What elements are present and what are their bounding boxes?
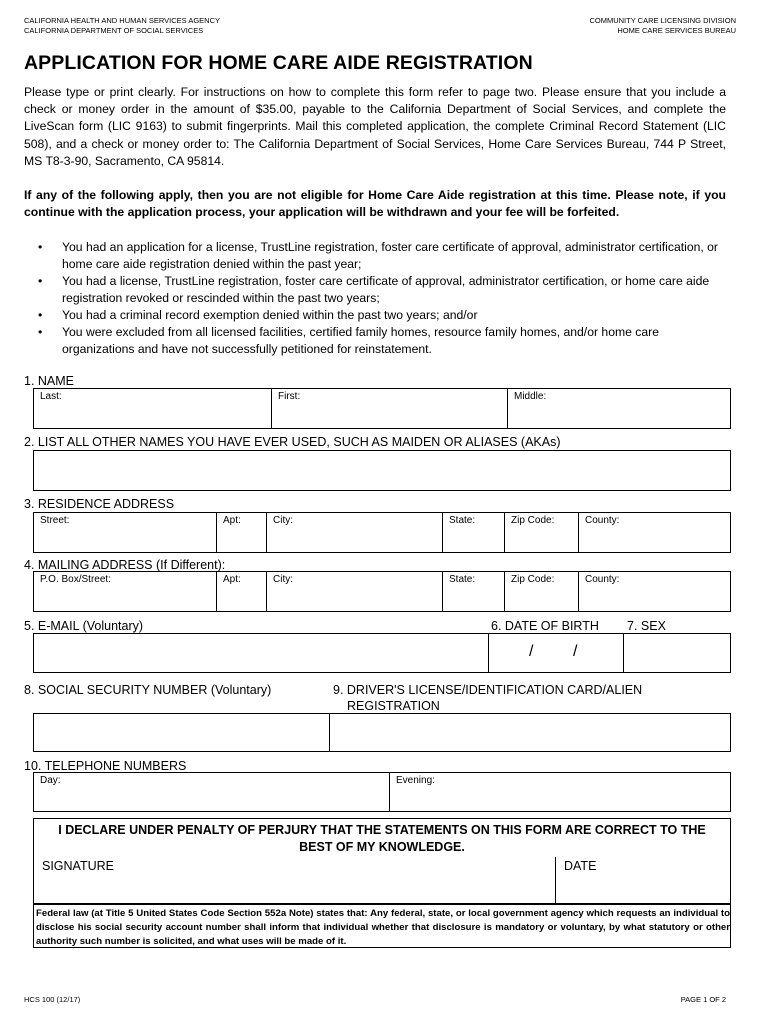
ssn-heading: 8. SOCIAL SECURITY NUMBER (Voluntary) [24,683,272,697]
residence-apt-field[interactable] [216,513,266,552]
email-dob-sex-fields [33,633,731,673]
residence-zip-field[interactable] [504,513,578,552]
signature-row [34,857,730,903]
license-heading-line1: 9. DRIVER'S LICENSE/IDENTIFICATION CARD/ALIEN [333,683,643,697]
middle-name-label: Middle: [514,391,547,402]
mailing-city-field[interactable] [266,572,442,611]
evening-label: Evening: [396,775,435,786]
bullet-icon: • [38,274,43,288]
intro-instructions: Please type or print clearly. For instructions on how to complete this form refer to page two. Please ensure that you include a check or money order in the amount of $35.00, payable to the California Department of Social Services, and complete the LiveScan form (LIC 9163) to submit fingerprints. Mail this completed application, the complete Criminal Record Statement (LIC 508), and a check or money order to: The California Department of Social Services, Home Care Services Bureau, 744 P Street, MS T8-3-90, Sacramento, CA 95814. [24,85,726,168]
license-field[interactable] [329,714,730,751]
list-item: • You had a license, TrustLine registration, foster care certificate of approval, administrator certification, or home care aide registration revoked or rescinded within the past two years; [38,274,710,305]
bullet-icon: • [38,240,43,254]
mailing-county-field[interactable] [578,572,730,611]
day-phone-field[interactable] [34,773,389,811]
list-item: • You were excluded from all licensed facilities, certified family homes, resource family homes, and/or home care organizations and have not successfully petitioned for reinstatement. [38,325,660,356]
po-box-label: P.O. Box/Street: [40,574,111,585]
mailing-apt-field[interactable] [216,572,266,611]
phone-heading: 10. TELEPHONE NUMBERS [24,759,187,773]
residence-heading: 3. RESIDENCE ADDRESS [24,497,175,511]
first-name-label: First: [278,391,301,402]
ssn-field[interactable] [34,714,329,751]
middle-name-field[interactable] [507,389,730,428]
header-left [24,16,220,36]
county-label: County: [585,515,620,526]
state-label: State: [449,515,476,526]
first-name-field[interactable] [271,389,507,428]
last-name-label: Last: [40,391,62,402]
mailing-heading: 4. MAILING ADDRESS (If Different): [24,558,226,572]
eligibility-warning: If any of the following apply, then you are not eligible for Home Care Aide registration at this time. Please note, if you continue with the application process, your application will be withdrawn and your fee will be forfeited. [24,188,726,219]
declaration-text: I DECLARE UNDER PENALTY OF PERJURY THAT THE STATEMENTS ON THIS FORM ARE CORRECT TO THE BEST OF MY KNOWLEDGE. [58,823,706,854]
email-heading: 5. E-MAIL (Voluntary) [24,619,144,633]
apt-label: Apt: [223,515,241,526]
name-heading: 1. NAME [24,374,75,388]
other-names-heading: 2. LIST ALL OTHER NAMES YOU HAVE EVER USED, SUCH AS MAIDEN OR ALIASES (AKAs) [24,435,561,449]
street-label: Street: [40,515,70,526]
evening-phone-field[interactable] [389,773,730,811]
bullet-icon: • [38,308,43,322]
date-field[interactable] [555,857,730,903]
residence-fields [33,512,731,553]
header-right [589,16,736,36]
federal-law-notice: Federal law (at Title 5 United States Code Section 552a Note) states that: Any federal, state, or local government agency which requests an individual to disclose his social security account number shall inform that individual whether that disclosure is mandatory or voluntary, by what statutory or other authority such number is solicited, and what uses will be made of it. [33,904,731,948]
page-number: PAGE 1 OF 2 [680,995,726,1004]
signature-label: SIGNATURE [42,859,114,873]
county-label: County: [585,574,620,585]
residence-street-field[interactable] [34,513,216,552]
department-name: CALIFORNIA DEPARTMENT OF SOCIAL SERVICES [24,26,204,35]
mailing-zip-field[interactable] [504,572,578,611]
bullet-icon: • [38,325,43,339]
residence-state-field[interactable] [442,513,504,552]
list-item: • You had a criminal record exemption denied within the past two years; and/or [38,308,478,322]
zip-label: Zip Code: [511,574,555,585]
apt-label: Apt: [223,574,241,585]
mailing-street-field[interactable] [34,572,216,611]
date-label: DATE [564,859,597,873]
dob-separator: / [529,643,534,660]
ssn-license-fields [33,713,731,752]
last-name-field[interactable] [34,389,271,428]
form-title: APPLICATION FOR HOME CARE AIDE REGISTRATION [24,52,533,74]
list-item: • You had an application for a license, TrustLine registration, foster care certificate of approval, administrator certification, or home care aide registration denied within the past year; [38,240,718,271]
dob-separator: / [573,643,578,660]
division-name: COMMUNITY CARE LICENSING DIVISION [589,16,736,25]
zip-label: Zip Code: [511,515,555,526]
dob-heading: 6. DATE OF BIRTH [491,619,599,633]
city-label: City: [273,515,293,526]
state-label: State: [449,574,476,585]
declaration-box [33,818,731,904]
sex-heading: 7. SEX [627,619,666,633]
dob-field[interactable] [488,634,623,672]
city-label: City: [273,574,293,585]
form-id: HCS 100 (12/17) [24,995,81,1004]
residence-city-field[interactable] [266,513,442,552]
day-label: Day: [40,775,61,786]
ineligibility-list [38,239,728,358]
mailing-fields [33,571,731,612]
bureau-name: HOME CARE SERVICES BUREAU [617,26,736,35]
license-heading [333,682,642,714]
name-fields [33,388,731,429]
email-field[interactable] [34,634,488,672]
residence-county-field[interactable] [578,513,730,552]
other-names-field[interactable] [33,450,731,491]
license-heading-line2: REGISTRATION [347,699,440,713]
phone-fields [33,772,731,812]
mailing-state-field[interactable] [442,572,504,611]
signature-field[interactable] [34,857,555,903]
agency-name: CALIFORNIA HEALTH AND HUMAN SERVICES AGENCY [24,16,221,25]
sex-field[interactable] [623,634,730,672]
